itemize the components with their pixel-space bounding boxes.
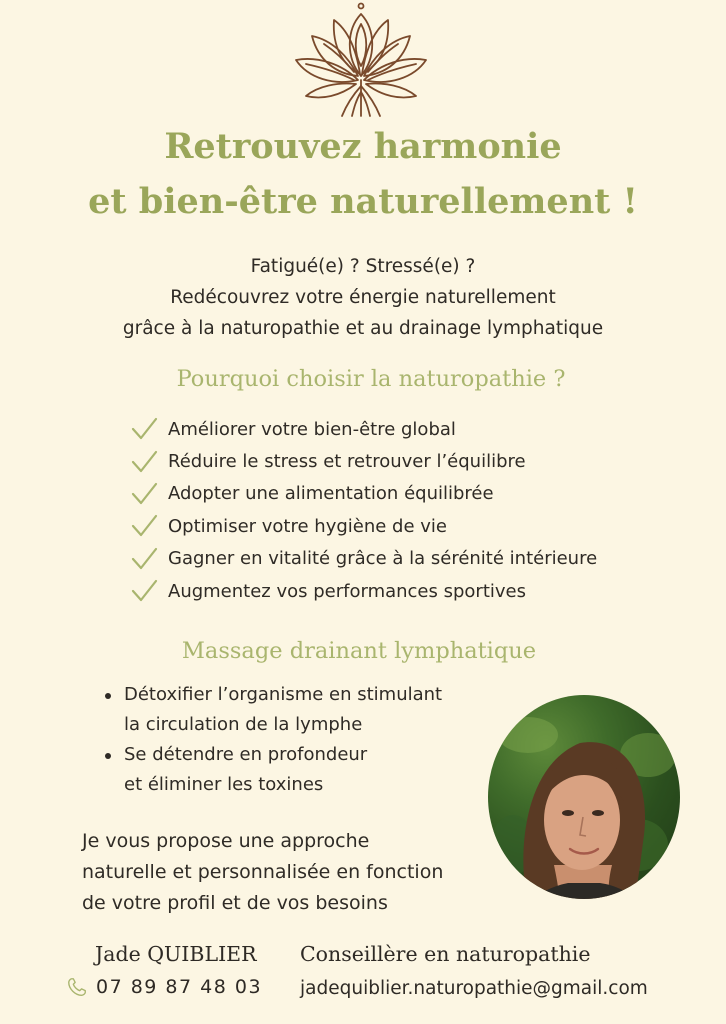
benefit-item [130,478,690,510]
massage-list [100,680,500,800]
benefit-text: Améliorer votre bien-être global [168,418,456,440]
benefit-text: Optimiser votre hygiène de vie [168,515,447,537]
massage-section-title: Massage drainant lymphatique [181,638,537,664]
footer-role: Conseillère en naturopathie [300,942,591,966]
pitch-text [82,826,502,919]
checkmark-icon [130,481,168,507]
benefit-item [130,510,690,542]
headline-line-1: Retrouvez harmonie [164,126,562,167]
intro-line-2: Redécouvrez votre énergie naturellement [170,287,556,308]
portrait-photo [488,695,680,899]
benefit-item [130,575,690,607]
checkmark-icon [130,578,168,604]
checkmark-icon [130,416,168,442]
checkmark-icon [130,513,168,539]
benefit-item [130,413,690,445]
pitch-line-1: Je vous propose une approche [82,830,370,852]
intro-line-1: Fatigué(e) ? Stressé(e) ? [250,256,476,277]
benefit-text: Adopter une alimentation équilibrée [168,483,494,505]
benefit-item [130,445,690,477]
massage-item-line-1: Se détendre en profondeur [124,744,368,765]
why-section-title: Pourquoi choisir la naturopathie ? [176,366,566,392]
benefit-item [130,543,690,575]
pitch-line-2: naturelle et personnalisée en fonction [82,861,444,883]
phone-number-link[interactable]: 07 89 87 48 03 [96,976,263,998]
footer-name: Jade QUIBLIER [95,942,257,966]
email-link[interactable]: jadequiblier.naturopathie@gmail.com [300,978,648,999]
headline-line-2: et bien-être naturellement ! [88,181,638,222]
lotus-logo-icon [288,0,434,122]
massage-item [100,740,500,800]
footer-phone-group [66,976,262,998]
intro-line-3: grâce à la naturopathie et au drainage lymphatique [122,318,604,339]
phone-icon [66,976,88,998]
massage-item [100,680,500,740]
massage-item-line-2: la circulation de la lymphe [124,714,363,735]
benefits-list [130,413,690,607]
benefit-text: Gagner en vitalité grâce à la sérénité intérieure [168,548,598,570]
pitch-line-3: de votre profil et de vos besoins [82,892,388,914]
checkmark-icon [130,546,168,572]
benefit-text: Réduire le stress et retrouver l’équilibre [168,451,526,473]
massage-item-line-2: et éliminer les toxines [124,774,324,795]
massage-item-line-1: Détoxifier l’organisme en stimulant [124,684,443,705]
bullet-icon [105,693,111,699]
checkmark-icon [130,449,168,475]
bullet-icon [105,753,111,759]
benefit-text: Augmentez vos performances sportives [168,580,526,602]
